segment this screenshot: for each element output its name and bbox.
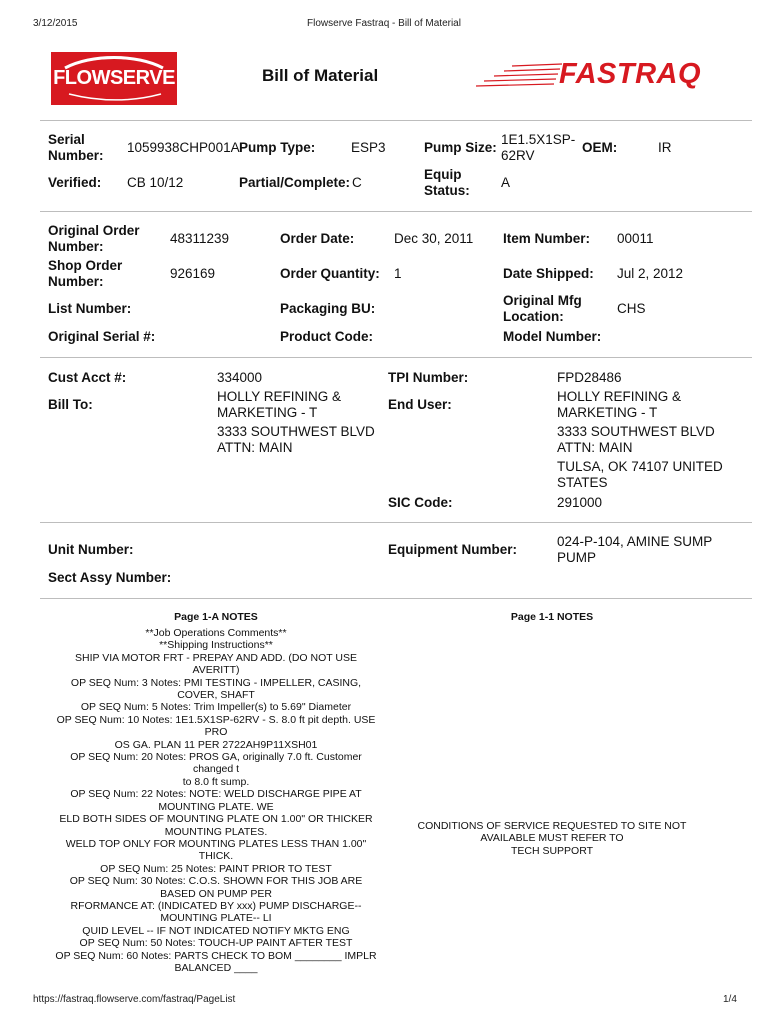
note-line: MOUNTING PLATE-- LI: [160, 912, 272, 925]
print-date: 3/12/2015: [33, 18, 78, 29]
list-number-label: List Number:: [48, 301, 132, 316]
end-user-label: End User:: [388, 397, 452, 412]
note-line: OP SEQ Num: 60 Notes: PARTS CHECK TO BOM ________ IMPLR: [55, 949, 377, 962]
divider: [40, 357, 752, 358]
date-shipped-value: Jul 2, 2012: [617, 266, 684, 281]
print-page-number: 1/4: [723, 994, 737, 1005]
pump-type-label: Pump Type:: [239, 140, 316, 155]
sic-code-label: SIC Code:: [388, 495, 453, 510]
bill-to-address: 3333 SOUTHWEST BLVD ATTN: MAIN: [217, 424, 375, 455]
page-title: Bill of Material: [262, 66, 379, 85]
note-line: COVER, SHAFT: [177, 689, 255, 702]
cust-acct-label: Cust Acct #:: [48, 370, 127, 385]
note-line: RFORMANCE AT: (INDICATED BY xxx) PUMP DISCHARGE--: [70, 899, 362, 912]
cust-acct-value: 334000: [217, 370, 263, 385]
unit-number-label: Unit Number:: [48, 542, 134, 557]
note-line: OP SEQ Num: 50 Notes: TOUCH-UP PAINT AFTER TEST: [79, 937, 353, 950]
note-line: AVERITT): [192, 664, 240, 677]
item-number-label: Item Number:: [503, 231, 591, 246]
oem-label: OEM:: [582, 140, 618, 155]
notes-right-body: [384, 820, 720, 857]
note-line: THICK.: [198, 850, 234, 863]
pump-size-label: Pump Size:: [424, 140, 497, 155]
original-order-number-value: 48311239: [170, 231, 230, 246]
flowserve-logo: [51, 52, 177, 105]
bill-to-name: HOLLY REFINING & MARKETING - T: [217, 389, 342, 420]
equip-status-label: Equip Status:: [424, 167, 470, 198]
order-quantity-value: 1: [394, 266, 402, 281]
end-user-address: 3333 SOUTHWEST BLVD ATTN: MAIN: [557, 424, 715, 455]
product-code-label: Product Code:: [280, 329, 373, 344]
note-line: **Shipping Instructions**: [159, 639, 273, 652]
verified-value: CB 10/12: [127, 175, 184, 190]
notes-right-heading: Page 1-1 NOTES: [510, 611, 594, 623]
end-user-name: HOLLY REFINING & MARKETING - T: [557, 389, 682, 420]
date-shipped-label: Date Shipped:: [503, 266, 594, 281]
print-page-title: Flowserve Fastraq - Bill of Material: [307, 18, 461, 29]
verified-label: Verified:: [48, 175, 102, 190]
note-line: OP SEQ Num: 30 Notes: C.O.S. SHOWN FOR THIS JOB ARE: [69, 875, 363, 888]
order-date-value: Dec 30, 2011: [394, 231, 474, 246]
divider: [40, 120, 752, 121]
packaging-bu-label: Packaging BU:: [280, 301, 376, 316]
serial-number-label: Serial Number:: [48, 132, 104, 163]
serial-number-value: 1059938CHP001A: [127, 140, 240, 155]
equipment-number-value: 024-P-104, AMINE SUMP PUMP: [557, 534, 713, 565]
notes-left-body: [36, 627, 396, 974]
note-line: QUID LEVEL -- IF NOT INDICATED NOTIFY MKTG ENG: [82, 924, 350, 937]
tpi-number-label: TPI Number:: [388, 370, 469, 385]
note-line: OP SEQ Num: 3 Notes: PMI TESTING - IMPELLER, CASING,: [70, 676, 362, 689]
note-line: PRO: [204, 726, 228, 739]
note-line: OP SEQ Num: 5 Notes: Trim Impeller(s) to 5.69" Diameter: [80, 701, 352, 714]
note-line: changed t: [192, 763, 240, 776]
pump-size-value: 1E1.5X1SP-62RV: [501, 132, 576, 163]
note-line: OP SEQ Num: 20 Notes: PROS GA, originally 7.0 ft. Customer: [70, 751, 362, 764]
note-line: CONDITIONS OF SERVICE REQUESTED TO SITE NOT: [417, 820, 687, 832]
order-quantity-label: Order Quantity:: [280, 266, 380, 281]
print-url: https://fastraq.flowserve.com/fastraq/PageList: [33, 994, 236, 1005]
sect-assy-number-label: Sect Assy Number:: [48, 570, 172, 585]
original-mfg-location-value: CHS: [617, 301, 646, 316]
bill-to-label: Bill To:: [48, 397, 93, 412]
note-line: BASED ON PUMP PER: [160, 887, 272, 900]
order-date-label: Order Date:: [280, 231, 355, 246]
original-serial-label: Original Serial #:: [48, 329, 156, 344]
note-line: SHIP VIA MOTOR FRT - PREPAY AND ADD. (DO NOT USE: [74, 651, 357, 664]
divider: [40, 598, 752, 599]
original-order-number-label: Original Order Number:: [48, 223, 140, 254]
note-line: to 8.0 ft sump.: [182, 775, 250, 788]
item-number-value: 00011: [617, 231, 654, 246]
note-line: TECH SUPPORT: [510, 844, 594, 857]
note-line: MOUNTING PLATE. WE: [158, 800, 274, 813]
partial-complete-value: C: [352, 175, 362, 190]
pump-type-value: ESP3: [351, 140, 386, 155]
equip-status-value: A: [501, 175, 511, 190]
note-line: AVAILABLE MUST REFER TO: [480, 832, 624, 845]
note-line: MOUNTING PLATES.: [164, 825, 268, 838]
tpi-number-value: FPD28486: [557, 370, 622, 385]
divider: [40, 211, 752, 212]
equipment-number-label: Equipment Number:: [388, 542, 518, 557]
note-line: OP SEQ Num: 25 Notes: PAINT PRIOR TO TEST: [100, 862, 332, 875]
note-line: OP SEQ Num: 10 Notes: 1E1.5X1SP-62RV - S. 8.0 ft pit depth. USE: [56, 713, 376, 726]
note-line: **Job Operations Comments**: [145, 627, 287, 639]
divider: [40, 522, 752, 523]
note-line: BALANCED ____: [174, 961, 258, 974]
shop-order-number-label: Shop Order Number:: [48, 258, 123, 289]
flowserve-logo-text: FLOWSERVE: [53, 67, 175, 89]
end-user-city: TULSA, OK 74107 UNITED STATES: [557, 459, 723, 490]
notes-left-heading: Page 1-A NOTES: [174, 611, 258, 623]
note-line: ELD BOTH SIDES OF MOUNTING PLATE ON 1.00" OR THICKER: [59, 813, 373, 826]
note-line: OP SEQ Num: 22 Notes: NOTE: WELD DISCHARGE PIPE AT: [70, 788, 362, 801]
oem-value: IR: [658, 140, 672, 155]
note-line: OS GA. PLAN 11 PER 2722AH9P11XSH01: [114, 738, 318, 751]
note-line: WELD TOP ONLY FOR MOUNTING PLATES LESS THAN 1.00": [65, 837, 367, 850]
model-number-label: Model Number:: [503, 329, 602, 344]
shop-order-number-value: 926169: [170, 266, 216, 281]
fastraq-logo-text: FASTRAQ: [559, 58, 702, 90]
partial-complete-label: Partial/Complete:: [239, 175, 351, 190]
original-mfg-location-label: Original Mfg Location:: [503, 293, 582, 324]
sic-code-value: 291000: [557, 495, 603, 510]
fastraq-logo: [474, 58, 710, 92]
